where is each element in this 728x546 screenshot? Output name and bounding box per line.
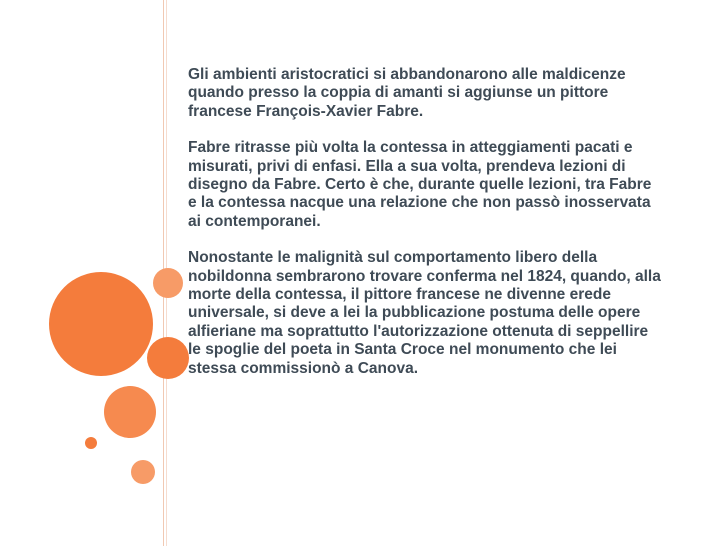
decorative-circle-small-bottom: [131, 460, 155, 484]
decorative-circle-tiny: [85, 437, 97, 449]
decorative-circle-medium-lower: [104, 386, 156, 438]
decorative-circle-large: [49, 272, 153, 376]
paragraph-2: Fabre ritrasse più volta la contessa in atteggiamenti pacati e misurati, privi di enfasi. Ella a sua volta, prendeva lezioni di disegno da Fabre. Certo è che, durante quelle lezioni, tra Fabre e la contessa nacque una relazione che non passò inosservata ai contemporanei.: [188, 139, 652, 230]
slide-body-text: [188, 66, 663, 396]
decorative-circle-small-top: [153, 268, 183, 298]
paragraph-1: Gli ambienti aristocratici si abbandonarono alle maldicenze quando presso la coppia di amanti si aggiunse un pittore francese François-Xavier Fabre.: [188, 66, 626, 120]
decorative-circle-medium: [147, 337, 189, 379]
paragraph-3: Nonostante le malignità sul comportamento libero della nobildonna sembrarono trovare conferma nel 1824, quando, alla morte della contessa, il pittore francese ne divenne erede universale, si deve a lei la pubblicazione postuma delle opere alfieriane ma soprattutto l'autorizzazione ottenuta di seppellire le spoglie del poeta in Santa Croce nel monumento che lei stessa commissionò a Canova.: [188, 249, 661, 377]
